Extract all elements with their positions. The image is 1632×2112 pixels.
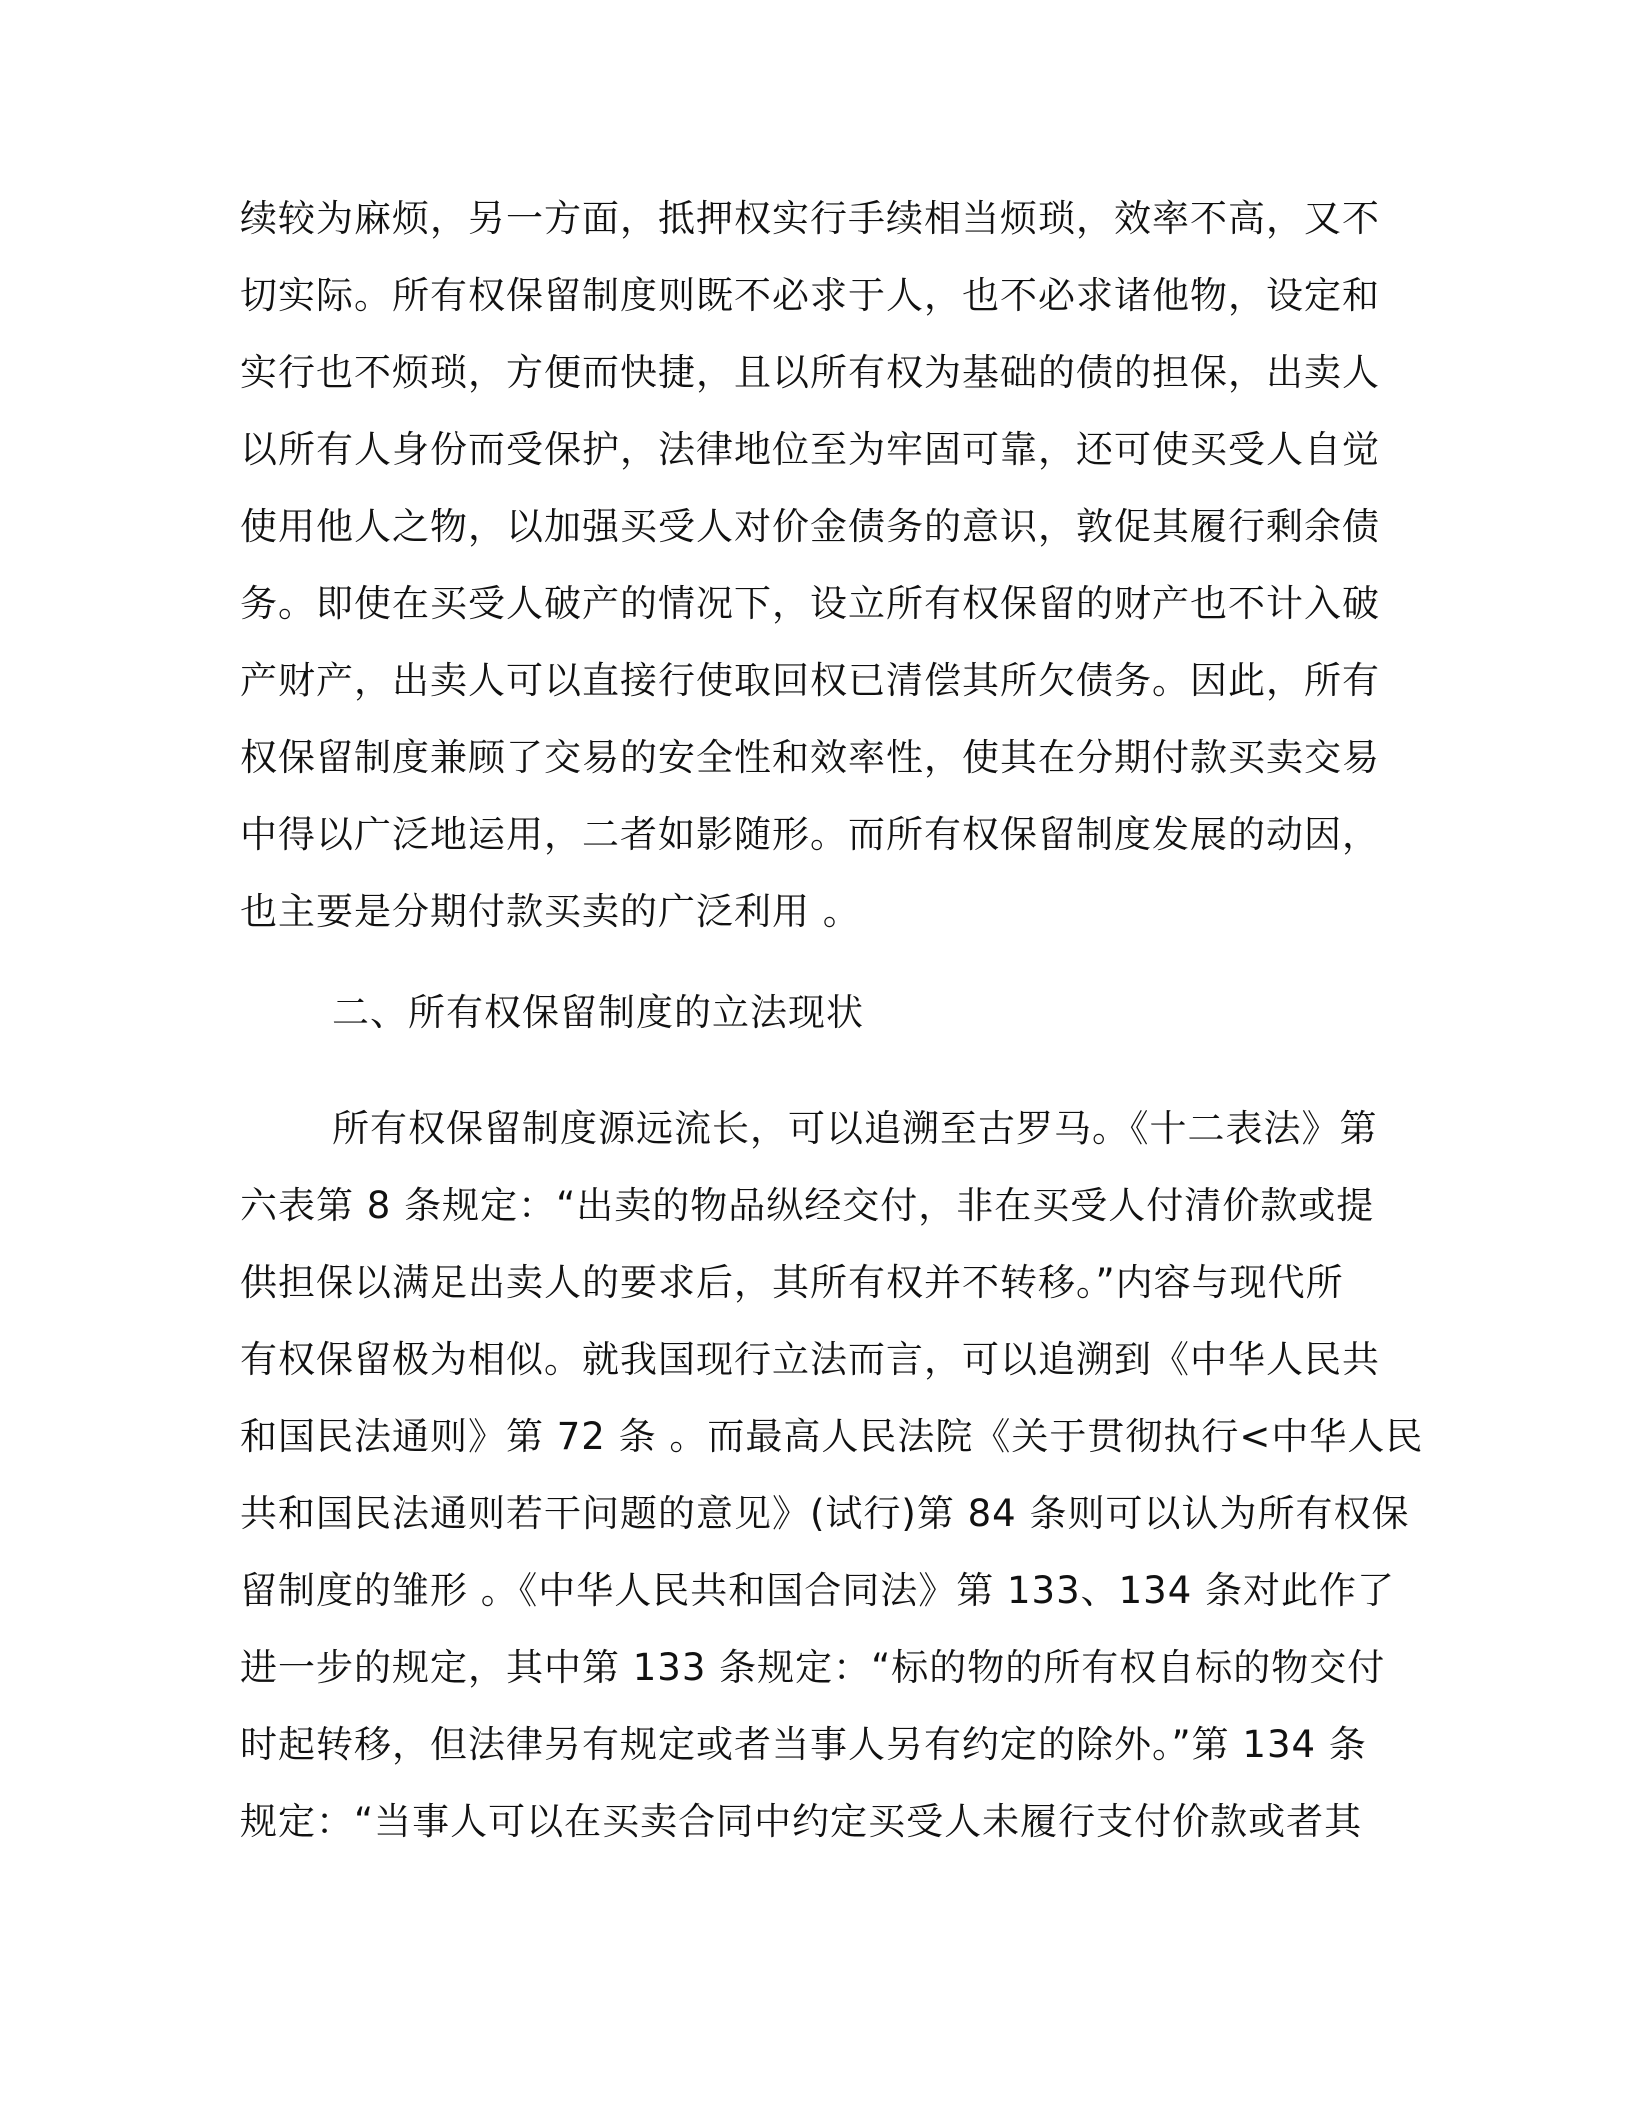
- section-heading: 二、所有权保留制度的立法现状: [332, 991, 864, 1034]
- paragraph-line: 和国民法通则》第 72 条 。而最高人民法院《关于贯彻执行<中华人民: [240, 1415, 1424, 1458]
- paragraph-line: 中得以广泛地运用，二者如影随形。而所有权保留制度发展的动因，: [240, 813, 1380, 856]
- paragraph-line: 有权保留极为相似。就我国现行立法而言，可以追溯到《中华人民共: [240, 1338, 1380, 1381]
- paragraph-line: 产财产，出卖人可以直接行使取回权已清偿其所欠债务。因此，所有: [240, 659, 1380, 702]
- paragraph-line: 以所有人身份而受保护，法律地位至为牢固可靠，还可使买受人自觉: [240, 428, 1380, 471]
- paragraph-line: 进一步的规定，其中第 133 条规定：“标的物的所有权自标的物交付: [240, 1646, 1386, 1689]
- paragraph-line: 实行也不烦琐，方便而快捷，且以所有权为基础的债的担保，出卖人: [240, 351, 1380, 394]
- paragraph-line: 六表第 8 条规定：“出卖的物品纵经交付，非在买受人付清价款或提: [240, 1184, 1375, 1227]
- paragraph-line: 时起转移，但法律另有规定或者当事人另有约定的除外。”第 134 条: [240, 1723, 1367, 1766]
- paragraph-line: 供担保以满足出卖人的要求后，其所有权并不转移。”内容与现代所: [240, 1261, 1344, 1304]
- paragraph-line: 共和国民法通则若干问题的意见》(试行)第 84 条则可以认为所有权保: [240, 1492, 1410, 1535]
- paragraph-2: [240, 1090, 1424, 1860]
- paragraph-line: 规定：“当事人可以在买卖合同中约定买受人未履行支付价款或者其: [240, 1800, 1363, 1843]
- paragraph-line: 续较为麻烦，另一方面，抵押权实行手续相当烦琐，效率不高，又不: [240, 197, 1380, 240]
- paragraph-line: 切实际。所有权保留制度则既不必求于人，也不必求诸他物，设定和: [240, 274, 1380, 317]
- paragraph-line: 使用他人之物，以加强买受人对价金债务的意识，敦促其履行剩余债: [240, 505, 1380, 548]
- paragraph-line: 务。即使在买受人破产的情况下，设立所有权保留的财产也不计入破: [240, 582, 1380, 625]
- paragraph-line: 也主要是分期付款买卖的广泛利用 。: [240, 890, 861, 933]
- paragraph-line: 权保留制度兼顾了交易的安全性和效率性，使其在分期付款买卖交易: [240, 736, 1380, 779]
- paragraph-line: 留制度的雏形 。《中华人民共和国合同法》第 133、134 条对此作了: [240, 1569, 1396, 1612]
- paragraph-line: 所有权保留制度源远流长，可以追溯至古罗马。《十二表法》第: [332, 1107, 1378, 1150]
- paragraph-1: [240, 180, 1380, 950]
- section-heading-block: [240, 974, 1380, 1051]
